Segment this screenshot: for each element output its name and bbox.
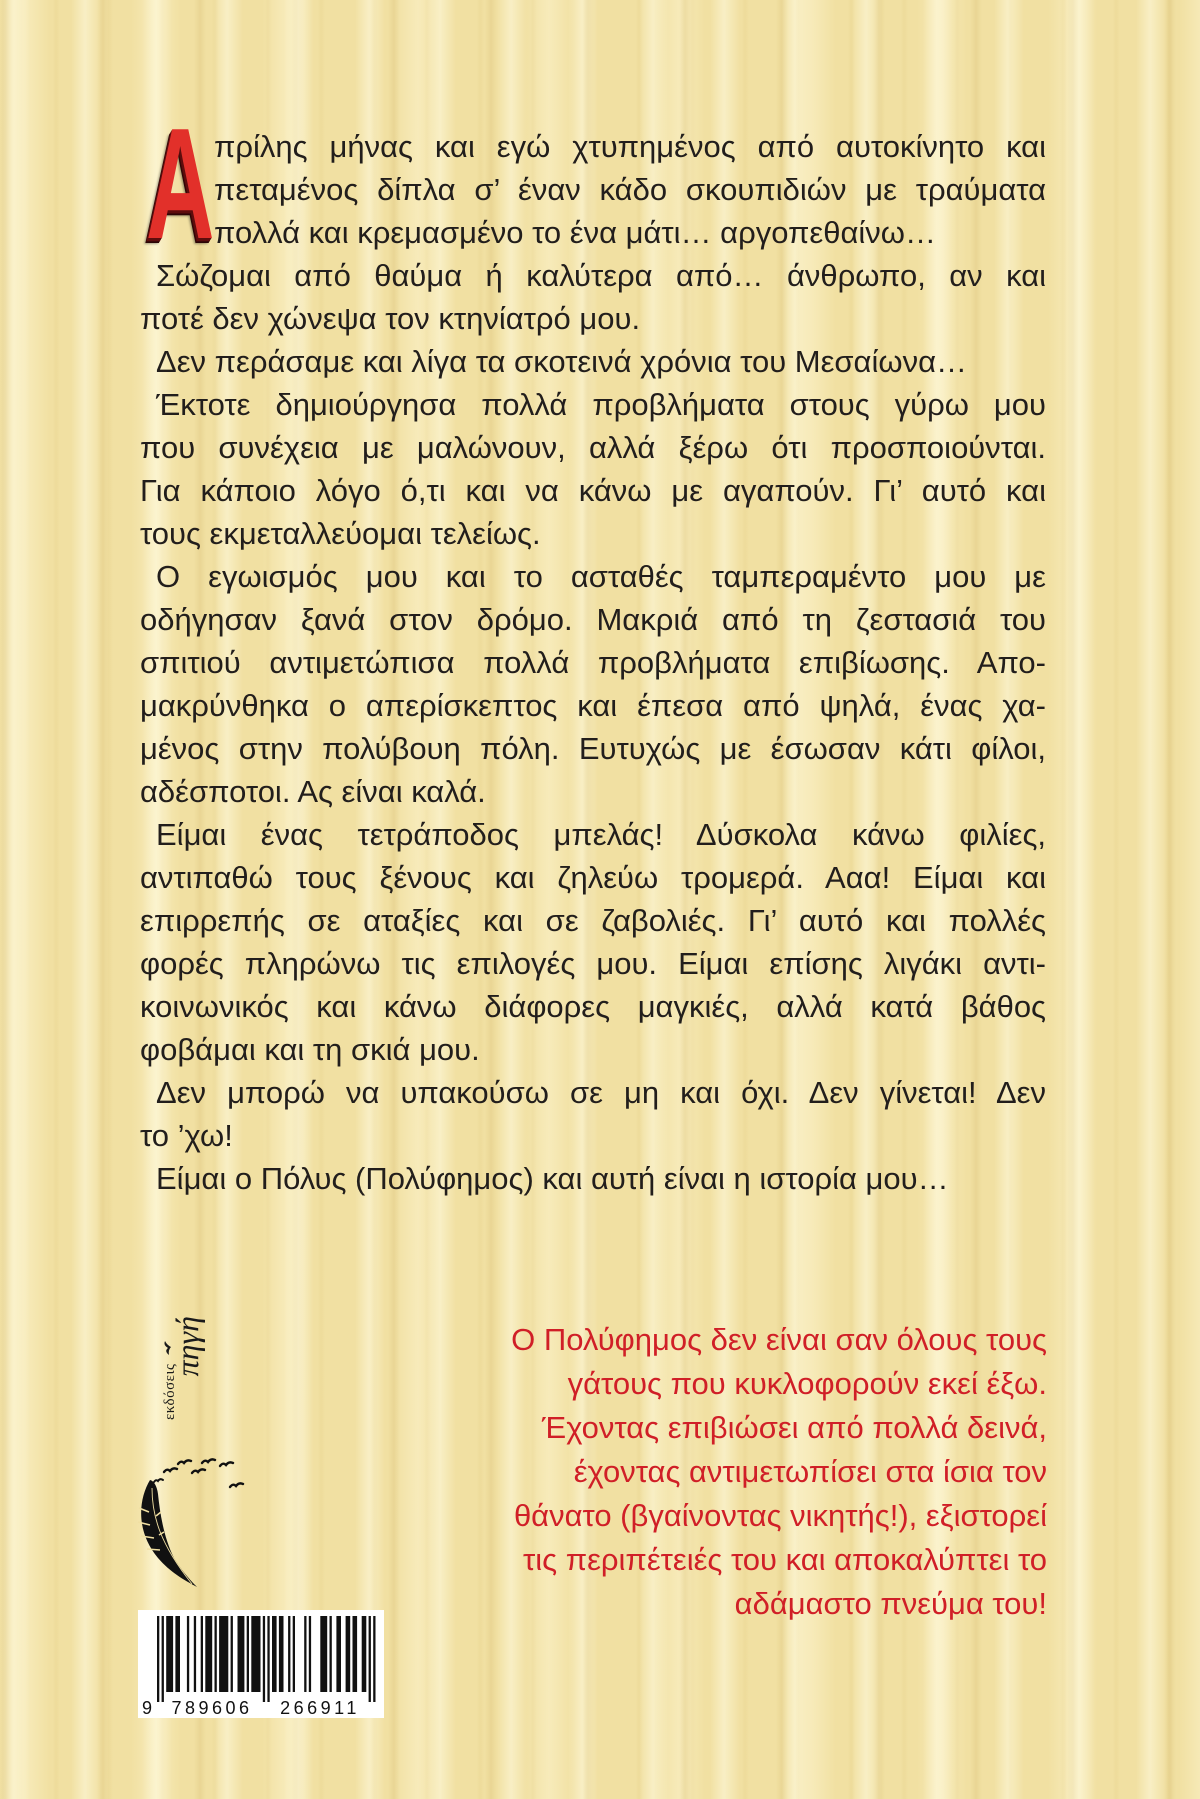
- text-line: το ’χω!: [140, 1118, 233, 1153]
- barcode-bar: [194, 1616, 196, 1692]
- text-line: τους εκμεταλλεύομαι τελείως.: [140, 516, 541, 551]
- paragraph: [140, 125, 1046, 254]
- text-line: Δεν περάσαμε και λίγα τα σκοτεινά χρόνια του Μεσαίωνα…: [156, 344, 967, 379]
- paragraph: [140, 383, 1046, 555]
- barcode-bar: [251, 1616, 260, 1692]
- barcode-bar: [219, 1616, 228, 1692]
- text-line: πολλά και κρεμασμένο το ένα μάτι… αργοπεθαίνω…: [214, 215, 936, 250]
- text-line: επιρρεπής σε αταξίες και σε ζαβολιές. Γι’ αυτό και πολλές: [140, 903, 1046, 938]
- text-line: φορές πληρώνω τις επιλογές μου. Είμαι επίσης λιγάκι αντι-: [140, 946, 1046, 981]
- barcode-bar: [330, 1616, 332, 1692]
- barcode-left-digits: 789606: [171, 1698, 253, 1718]
- text-line: πρίλης μήνας και εγώ χτυπημένος από αυτοκίνητο και: [214, 129, 1046, 164]
- barcode-bar: [279, 1616, 284, 1692]
- bird-icon: [192, 1469, 205, 1473]
- text-line: αδέσποτοι. Ας είναι καλά.: [140, 774, 486, 809]
- barcode-right-digits: 266911: [280, 1698, 360, 1718]
- text-line: Σώζομαι από θαύμα ή καλύτερα από… άνθρωπο, αν και: [156, 258, 1046, 293]
- text-line: Ο εγωισμός μου και το ασταθές ταμπεραμέντο μου με: [156, 559, 1046, 594]
- paragraph: [140, 254, 1046, 340]
- text-line: ποτέ δεν χώνεψα τον κτηνίατρό μου.: [140, 301, 641, 336]
- text-line: Είμαι ο Πόλυς (Πολύφημος) και αυτή είναι η ιστορία μου…: [156, 1161, 949, 1196]
- publisher-logo: [160, 1316, 212, 1422]
- feather-shape: [141, 1480, 197, 1587]
- paragraph: [140, 340, 1046, 383]
- barcode-graphic: [138, 1610, 384, 1718]
- barcode-bar: [231, 1616, 233, 1692]
- blurb-line: έχοντας αντιμετωπίσει στα ίσια τον: [573, 1454, 1047, 1489]
- paragraph: [140, 1157, 1046, 1200]
- barcode-bar: [263, 1616, 265, 1702]
- barcode-lead-digit: 9: [141, 1698, 153, 1718]
- text-line: Έκτοτε δημιούργησα πολλά προβλήματα στους γύρω μου: [156, 387, 1046, 422]
- barcode-bar: [187, 1616, 189, 1692]
- barcode-bar: [267, 1616, 269, 1702]
- publisher-label-large: πηγή: [169, 1316, 205, 1377]
- barcode-bar: [247, 1616, 249, 1692]
- text-line: πεταμένος δίπλα σ’ έναν κάδο σκουπιδιών με τραύματα: [214, 172, 1046, 207]
- blurb-line: Ο Πολύφημος δεν είναι σαν όλους τους: [511, 1322, 1047, 1357]
- blurb-line: Έχοντας επιβιώσει από πολλά δεινά,: [541, 1410, 1047, 1445]
- text-line: αντιπαθώ τους ξένους και ζηλεύω τρομερά. Ααα! Είμαι και: [140, 860, 1046, 895]
- bird-icon: [202, 1459, 215, 1463]
- bird-icon: [220, 1462, 233, 1466]
- isbn-barcode: [138, 1610, 384, 1718]
- blurb-line: τις περιπέτειές του και αποκαλύπτει το: [523, 1542, 1047, 1577]
- blurb-line: αδάμαστο πνεύμα του!: [734, 1586, 1047, 1621]
- barcode-bar: [288, 1616, 290, 1692]
- text-line: Δεν μπορώ να υπακούσω σε μη και όχι. Δεν γίνεται! Δεν: [156, 1075, 1046, 1110]
- text-line: φοβάμαι και τη σκιά μου.: [140, 1032, 480, 1067]
- text-line: που συνέχεια με μαλώνουν, αλλά ξέρω ότι προσποιούνται.: [140, 430, 1046, 465]
- text-line: σπιτιού αντιμετώπισα πολλά προβλήματα επιβίωσης. Απο-: [140, 645, 1046, 680]
- barcode-bar: [157, 1616, 159, 1702]
- publisher-label-small: εκδόσεις: [162, 1363, 178, 1420]
- blurb-line: θάνατο (βγαίνοντας νικητής!), εξιστορεί: [513, 1498, 1047, 1533]
- barcode-bar: [215, 1616, 217, 1692]
- paragraph: [140, 555, 1046, 813]
- barcode-bar: [162, 1616, 164, 1702]
- barcode-bar: [304, 1616, 306, 1692]
- text-line: Είμαι ένας τετράποδος μπελάς! Δύσκολα κάνω φιλίες,: [156, 817, 1046, 852]
- barcode-bar: [362, 1616, 367, 1692]
- text-line: μακρύνθηκα ο απερίσκεπτος και έπεσα από ψηλά, ένας χα-: [140, 688, 1046, 723]
- bird-icon: [154, 1479, 163, 1482]
- barcode-bar: [353, 1616, 358, 1692]
- text-line: μένος στην πολύβουη πόλη. Ευτυχώς με έσωσαν κάτι φίλοι,: [140, 731, 1046, 766]
- synopsis-text: [140, 125, 1046, 1200]
- barcode-bar: [320, 1616, 327, 1692]
- text-line: κοινωνικός και κάνω διάφορες μαγκιές, αλλά κατά βάθος: [140, 989, 1046, 1024]
- barcode-bar: [336, 1616, 341, 1692]
- blurb-line: γάτους που κυκλοφορούν εκεί έξω.: [567, 1366, 1047, 1401]
- barcode-bar: [272, 1616, 277, 1692]
- drop-cap: Α: [146, 96, 215, 272]
- paragraph: [140, 813, 1046, 1071]
- bird-icon: [178, 1460, 191, 1464]
- barcode-bar: [293, 1616, 295, 1692]
- text-line: Για κάποιο λόγο ό,τι και να κάνω με αγαπούν. Γι’ αυτό και: [140, 473, 1046, 508]
- bird-icon: [164, 1468, 177, 1472]
- barcode-bar: [369, 1616, 371, 1702]
- barcode-bar: [175, 1616, 180, 1692]
- barcode-bar: [373, 1616, 375, 1702]
- text-line: οδήγησαν ξανά στον δρόμο. Μακριά από τη ζεστασιά του: [140, 602, 1046, 637]
- barcode-bar: [201, 1616, 203, 1692]
- paragraph: [140, 1071, 1046, 1157]
- barcode-bar: [238, 1616, 245, 1692]
- barcode-bars: [157, 1616, 376, 1702]
- barcode-bar: [309, 1616, 311, 1692]
- barcode-bar: [166, 1616, 173, 1692]
- bird-icon: [230, 1483, 243, 1487]
- barcode-bar: [346, 1616, 351, 1692]
- blurb-text: [307, 1318, 1047, 1626]
- barcode-bar: [205, 1616, 212, 1692]
- quill-feather-icon: [130, 1452, 250, 1592]
